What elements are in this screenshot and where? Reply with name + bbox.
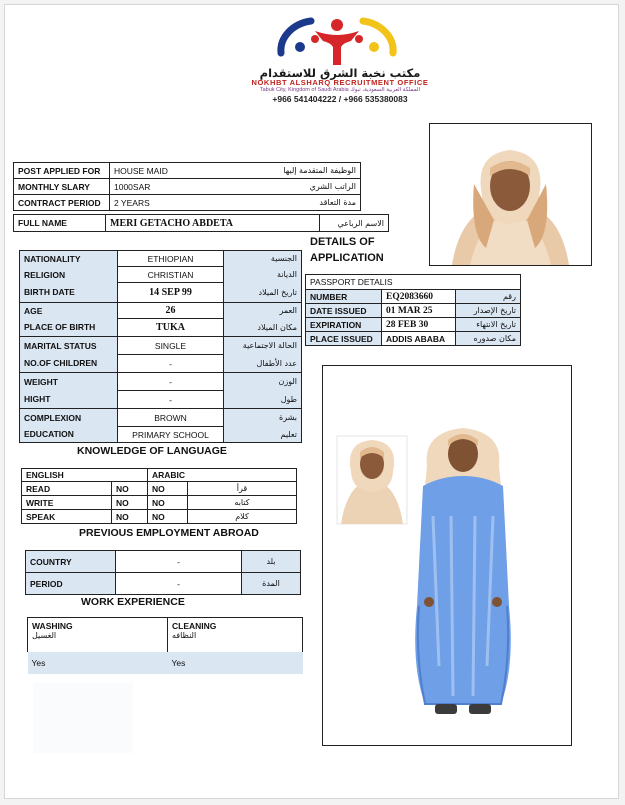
passport-number-value: EQ2083660 bbox=[382, 290, 456, 304]
cleaning-label: CLEANING bbox=[172, 621, 217, 631]
washing-label: WASHING bbox=[32, 621, 73, 631]
speak-arabic: NO bbox=[148, 510, 188, 524]
office-name-arabic: مكتب نخبة الشرق للاستقدام bbox=[259, 66, 421, 80]
applicant-portrait-inset-photo bbox=[337, 436, 407, 524]
blank-area bbox=[33, 683, 133, 753]
nationality-label: NATIONALITY bbox=[20, 251, 118, 267]
language-row bbox=[22, 496, 297, 510]
period-label-ar: المدة bbox=[242, 573, 301, 595]
birth-date-label: BIRTH DATE bbox=[20, 283, 118, 303]
birth-date-value: 14 SEP 99 bbox=[118, 283, 224, 303]
birth-date-label-ar: تاريخ الميلاد bbox=[224, 283, 302, 303]
language-header-row bbox=[22, 469, 297, 482]
monthly-salary-label: MONTHLY SLARY bbox=[14, 179, 110, 195]
language-row bbox=[22, 510, 297, 524]
children-label: NO.OF CHILDREN bbox=[20, 355, 118, 373]
office-name-english: NOKHBT ALSHARQ RECRUITMENT OFFICE bbox=[251, 78, 429, 87]
read-label-ar: قرأ bbox=[188, 482, 297, 496]
write-arabic: NO bbox=[148, 496, 188, 510]
weight-value: - bbox=[118, 373, 224, 391]
application-sheet bbox=[4, 4, 619, 799]
washing-label-ar: الغسيل bbox=[32, 631, 57, 640]
monthly-salary-label-ar: الراتب الشري bbox=[232, 179, 361, 195]
contract-period-value: 2 YEARS bbox=[110, 195, 232, 211]
job-row bbox=[14, 179, 361, 195]
employment-row bbox=[26, 551, 301, 573]
personal-row bbox=[20, 303, 302, 319]
place-of-birth-value: TUKA bbox=[118, 319, 224, 337]
details-heading: DETAILS OF APPLICATION bbox=[310, 236, 384, 264]
employment-heading: PREVIOUS EMPLOYMENT ABROAD bbox=[79, 527, 259, 539]
complexion-label-ar: بشرة bbox=[224, 409, 302, 427]
agency-logo-icon bbox=[267, 13, 407, 71]
personal-row bbox=[20, 251, 302, 267]
religion-label-ar: الديانة bbox=[224, 267, 302, 283]
weight-label: WEIGHT bbox=[20, 373, 118, 391]
date-issued-value: 01 MAR 25 bbox=[382, 304, 456, 318]
full-name-label-ar: الاسم الرباعي bbox=[320, 215, 389, 232]
children-label-ar: عدد الأطفال bbox=[224, 355, 302, 373]
personal-row bbox=[20, 427, 302, 443]
contract-period-label: CONTRACT PERIOD bbox=[14, 195, 110, 211]
english-column-header: ENGLISH bbox=[22, 469, 148, 482]
personal-row bbox=[20, 373, 302, 391]
personal-row bbox=[20, 267, 302, 283]
country-label-ar: بلد bbox=[242, 551, 301, 573]
employment-table bbox=[25, 550, 301, 595]
weight-label-ar: الوزن bbox=[224, 373, 302, 391]
passport-number-label-ar: رقم bbox=[456, 290, 521, 304]
personal-row bbox=[20, 355, 302, 373]
expiration-value: 28 FEB 30 bbox=[382, 318, 456, 332]
employment-row bbox=[26, 573, 301, 595]
full-name-label: FULL NAME bbox=[14, 215, 106, 232]
education-label-ar: تعليم bbox=[224, 427, 302, 443]
post-applied-label-ar: الوظيفة المتقدمة إليها bbox=[232, 163, 361, 179]
passport-row bbox=[306, 290, 521, 304]
place-issued-label: PLACE ISSUED bbox=[306, 332, 382, 346]
place-issued-label-ar: مكان صدوره bbox=[456, 332, 521, 346]
complexion-value: BROWN bbox=[118, 409, 224, 427]
office-location: Tabuk City, Kingdom of Saudi Arabia المملكة العربية السعودية، تبوك bbox=[259, 87, 421, 93]
expiration-label-ar: تاريخ الانتهاء bbox=[456, 318, 521, 332]
place-issued-value: ADDIS ABABA bbox=[382, 332, 456, 346]
arabic-column-header: ARABIC bbox=[148, 469, 297, 482]
passport-number-label: NUMBER bbox=[306, 290, 382, 304]
period-value: - bbox=[116, 573, 242, 595]
personal-row bbox=[20, 283, 302, 303]
date-issued-label-ar: تاريخ الإصدار bbox=[456, 304, 521, 318]
applicant-full-body-photo bbox=[415, 428, 511, 714]
place-of-birth-label-ar: مكان الميلاد bbox=[224, 319, 302, 337]
religion-label: RELIGION bbox=[20, 267, 118, 283]
experience-table bbox=[27, 617, 303, 674]
write-english: NO bbox=[112, 496, 148, 510]
marital-status-label-ar: الحالة الاجتماعية bbox=[224, 337, 302, 355]
experience-header-row bbox=[28, 618, 303, 652]
full-name-row bbox=[14, 215, 389, 232]
height-label: HIGHT bbox=[20, 391, 118, 409]
age-label-ar: العمر bbox=[224, 303, 302, 319]
language-row bbox=[22, 482, 297, 496]
job-table bbox=[13, 162, 361, 211]
height-value: - bbox=[118, 391, 224, 409]
passport-table bbox=[305, 274, 521, 346]
period-label: PERIOD bbox=[26, 573, 116, 595]
marital-status-label: MARITAL STATUS bbox=[20, 337, 118, 355]
personal-row bbox=[20, 409, 302, 427]
applicant-portrait-photo bbox=[430, 124, 591, 265]
passport-title: PASSPORT DETALIS bbox=[306, 275, 521, 290]
contract-period-label-ar: مدة التعاقد bbox=[232, 195, 361, 211]
date-issued-label: DATE ISSUED bbox=[306, 304, 382, 318]
write-label-ar: كتابه bbox=[188, 496, 297, 510]
personal-row bbox=[20, 319, 302, 337]
write-label: WRITE bbox=[22, 496, 112, 510]
height-label-ar: طول bbox=[224, 391, 302, 409]
country-value: - bbox=[116, 551, 242, 573]
complexion-label: COMPLEXION bbox=[20, 409, 118, 427]
cleaning-cell bbox=[168, 618, 303, 652]
cleaning-label-ar: النظافه bbox=[172, 631, 197, 640]
nationality-value: ETHIOPIAN bbox=[118, 251, 224, 267]
nationality-label-ar: الجنسية bbox=[224, 251, 302, 267]
applicant-full-body-frame bbox=[322, 365, 572, 746]
experience-heading: WORK EXPERIENCE bbox=[81, 596, 185, 608]
passport-title-row bbox=[306, 275, 521, 290]
place-of-birth-label: PLACE OF BIRTH bbox=[20, 319, 118, 337]
full-name-table bbox=[13, 214, 389, 232]
speak-label-ar: كلام bbox=[188, 510, 297, 524]
office-phones: +966 541404222 / +966 535380083 bbox=[272, 94, 408, 104]
read-label: READ bbox=[22, 482, 112, 496]
read-arabic: NO bbox=[148, 482, 188, 496]
post-applied-value: HOUSE MAID bbox=[110, 163, 232, 179]
passport-row bbox=[306, 304, 521, 318]
education-value: PRIMARY SCHOOL bbox=[118, 427, 224, 443]
read-english: NO bbox=[112, 482, 148, 496]
country-label: COUNTRY bbox=[26, 551, 116, 573]
job-row bbox=[14, 195, 361, 211]
personal-row bbox=[20, 391, 302, 409]
language-heading: KNOWLEDGE OF LANGUAGE bbox=[77, 445, 227, 457]
washing-value: Yes bbox=[28, 652, 168, 674]
personal-table bbox=[19, 250, 302, 443]
cleaning-value: Yes bbox=[168, 652, 303, 674]
religion-value: CHRISTIAN bbox=[118, 267, 224, 283]
post-applied-label: POST APPLIED FOR bbox=[14, 163, 110, 179]
age-value: 26 bbox=[118, 303, 224, 319]
expiration-label: EXPIRATION bbox=[306, 318, 382, 332]
age-label: AGE bbox=[20, 303, 118, 319]
passport-row bbox=[306, 332, 521, 346]
marital-status-value: SINGLE bbox=[118, 337, 224, 355]
speak-english: NO bbox=[112, 510, 148, 524]
applicant-portrait-frame bbox=[429, 123, 592, 266]
full-name-value: MERI GETACHO ABDETA bbox=[106, 215, 320, 232]
personal-row bbox=[20, 337, 302, 355]
language-table bbox=[21, 468, 297, 524]
speak-label: SPEAK bbox=[22, 510, 112, 524]
monthly-salary-value: 1000SAR bbox=[110, 179, 232, 195]
washing-cell bbox=[28, 618, 168, 652]
job-row bbox=[14, 163, 361, 179]
experience-value-row bbox=[28, 652, 303, 674]
passport-row bbox=[306, 318, 521, 332]
education-label: EDUCATION bbox=[20, 427, 118, 443]
children-value: - bbox=[118, 355, 224, 373]
